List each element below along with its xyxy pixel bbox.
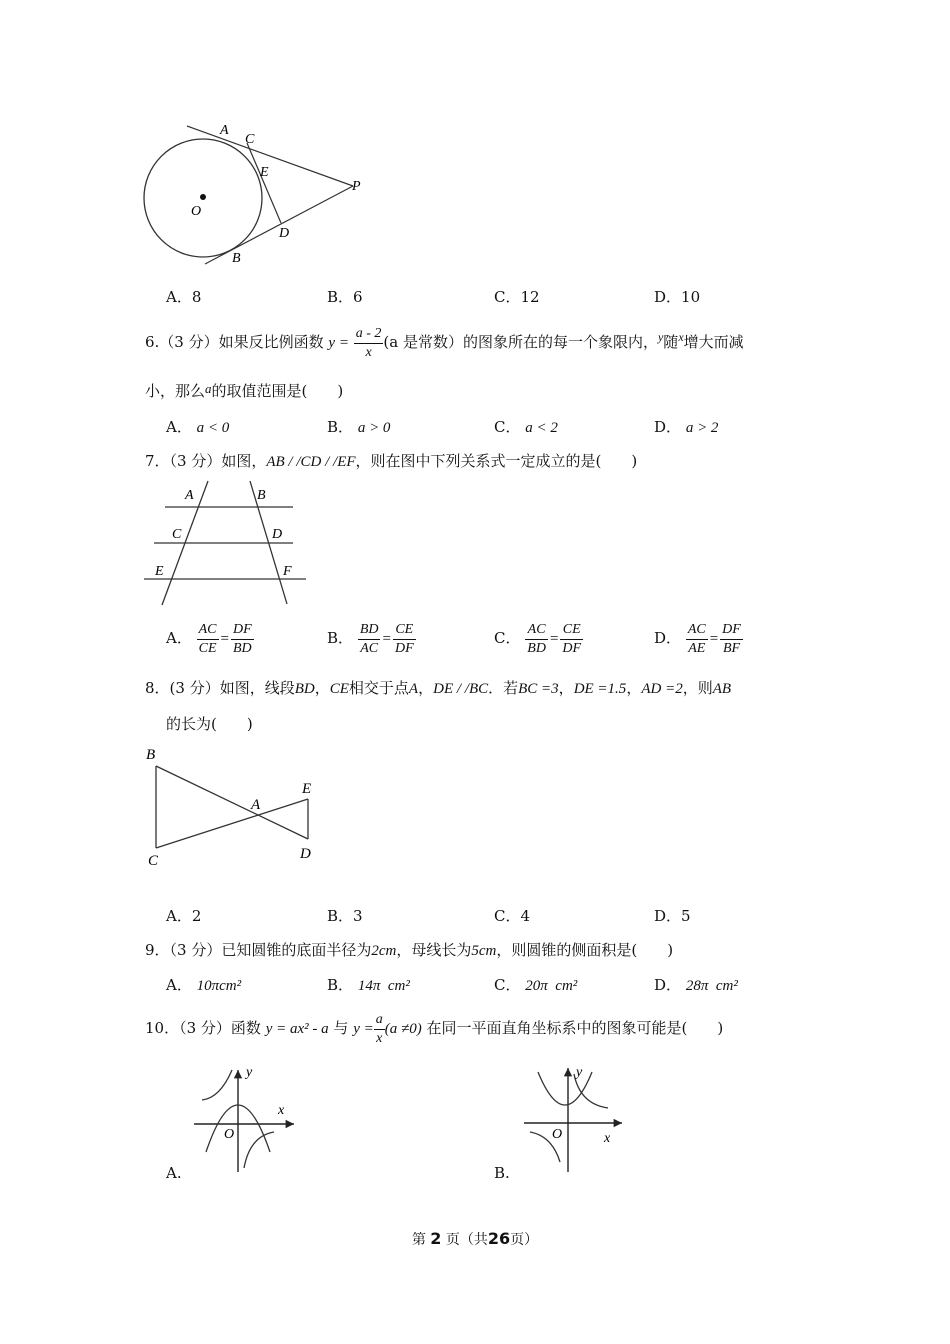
q8-stem-line2: 的长为( ) — [166, 715, 253, 733]
origin-label: O — [552, 1127, 563, 1142]
axis-label-x: x — [604, 1131, 611, 1146]
q9-option-d[interactable]: D． 28π cm² — [654, 976, 738, 994]
label-c: C — [172, 527, 182, 542]
origin-label: O — [224, 1127, 235, 1142]
label-d: D — [300, 846, 311, 862]
page-number: 2 — [430, 1229, 442, 1248]
label-b: B — [232, 251, 241, 266]
axis-label-y: y — [576, 1065, 583, 1080]
q6-stem-line1: 6.（3 分）如果反比例函数 y = $\frac{a - 2}{x}$ (a 是常数）的图象所在的每一个象限内，$^y$随$^x$增大而减 — [145, 325, 744, 360]
q5-option-b[interactable]: B．6 — [327, 288, 363, 306]
q6-stem-line2: 小，那么a的取值范围是( ) — [145, 381, 344, 400]
q10-fraction: $\frac{a}{x}$ — [375, 1011, 383, 1046]
q8-option-b[interactable]: B．3 — [327, 907, 363, 925]
label-b: B — [146, 747, 156, 763]
axis-label-y: y — [246, 1065, 253, 1080]
tangent-pb — [205, 186, 353, 264]
label-f: F — [283, 564, 292, 579]
q8-option-d[interactable]: D．5 — [654, 907, 691, 925]
label-c: C — [245, 132, 255, 147]
axis-label-x: x — [278, 1103, 285, 1118]
q9-option-c[interactable]: C． 20π cm² — [494, 976, 578, 994]
q7-figure — [140, 478, 310, 608]
q8-stem-line1: 8．(3 分）如图，线段BD，CE相交于点A，DE / /BC．若BC =3，DE =1.5，AD =2，则AB — [145, 679, 732, 697]
q10-graph-b — [518, 1060, 628, 1174]
label-a: A — [220, 123, 229, 138]
hyperbola-branch-2 — [202, 1070, 232, 1100]
q10-stem: 10．（3 分）函数 y = ax² - a 与 y = $\frac{a}{x}$ (a ≠0) 在同一平面直角坐标系中的图象可能是( ) — [145, 1011, 724, 1046]
q10-option-b[interactable]: B. — [494, 1164, 510, 1182]
label-p: P — [352, 179, 361, 194]
q10-option-a[interactable]: A. — [166, 1164, 182, 1182]
label-e: E — [302, 781, 312, 797]
label-a: A — [251, 797, 261, 813]
label-e: E — [155, 564, 164, 579]
q6-fraction: $\frac{a - 2}{x}$ — [355, 325, 382, 360]
q6-option-c[interactable]: C． a < 2 — [494, 418, 558, 436]
page-footer: 第 2 页（共26页） — [411, 1229, 539, 1248]
q9-stem: 9．（3 分）已知圆锥的底面半径为2cm，母线长为5cm，则圆锥的侧面积是( ) — [145, 941, 674, 959]
parabola — [538, 1072, 592, 1105]
q8-option-a[interactable]: A．2 — [166, 907, 202, 925]
q9-option-b[interactable]: B． 14π cm² — [327, 976, 410, 994]
center-dot — [200, 194, 206, 200]
label-c: C — [148, 853, 159, 869]
label-e: E — [260, 165, 269, 180]
q9-option-a[interactable]: A． 10πcm² — [166, 976, 242, 994]
page-total: 26 — [487, 1229, 511, 1248]
tangent-pa — [187, 126, 353, 186]
segment-bd — [156, 766, 308, 839]
label-o: O — [191, 204, 202, 219]
q7-option-c[interactable]: C． $\frac{AC}{BD}$ = $\frac{CE}{DF}$ — [494, 621, 582, 656]
q8-option-c[interactable]: C．4 — [494, 907, 531, 925]
q7-option-a[interactable]: A． $\frac{AC}{CE}$ = $\frac{DF}{BD}$ — [166, 621, 252, 656]
label-b: B — [257, 488, 266, 503]
q5-option-d[interactable]: D．10 — [654, 288, 701, 306]
q8-figure — [140, 742, 330, 872]
q7-stem: 7．（3 分）如图，AB / /CD / /EF，则在图中下列关系式一定成立的是( ) — [145, 452, 638, 470]
q5-option-c[interactable]: C．12 — [494, 288, 540, 306]
q5-figure — [135, 118, 375, 273]
q5-option-a[interactable]: A．8 — [166, 288, 202, 306]
label-d: D — [279, 226, 290, 241]
q7-option-d[interactable]: D． $\frac{AC}{AE}$ = $\frac{DF}{BF}$ — [654, 621, 741, 656]
q7-option-b[interactable]: B． $\frac{BD}{AC}$ = $\frac{CE}{DF}$ — [327, 621, 414, 656]
tangent-cd — [247, 143, 281, 223]
q6-option-d[interactable]: D． a > 2 — [654, 418, 719, 436]
q6-option-b[interactable]: B． a > 0 — [327, 418, 391, 436]
segment-ce — [156, 799, 308, 848]
q10-graph-a — [190, 1062, 305, 1174]
label-d: D — [272, 527, 283, 542]
label-a: A — [185, 488, 194, 503]
q6-option-a[interactable]: A． a < 0 — [166, 418, 230, 436]
